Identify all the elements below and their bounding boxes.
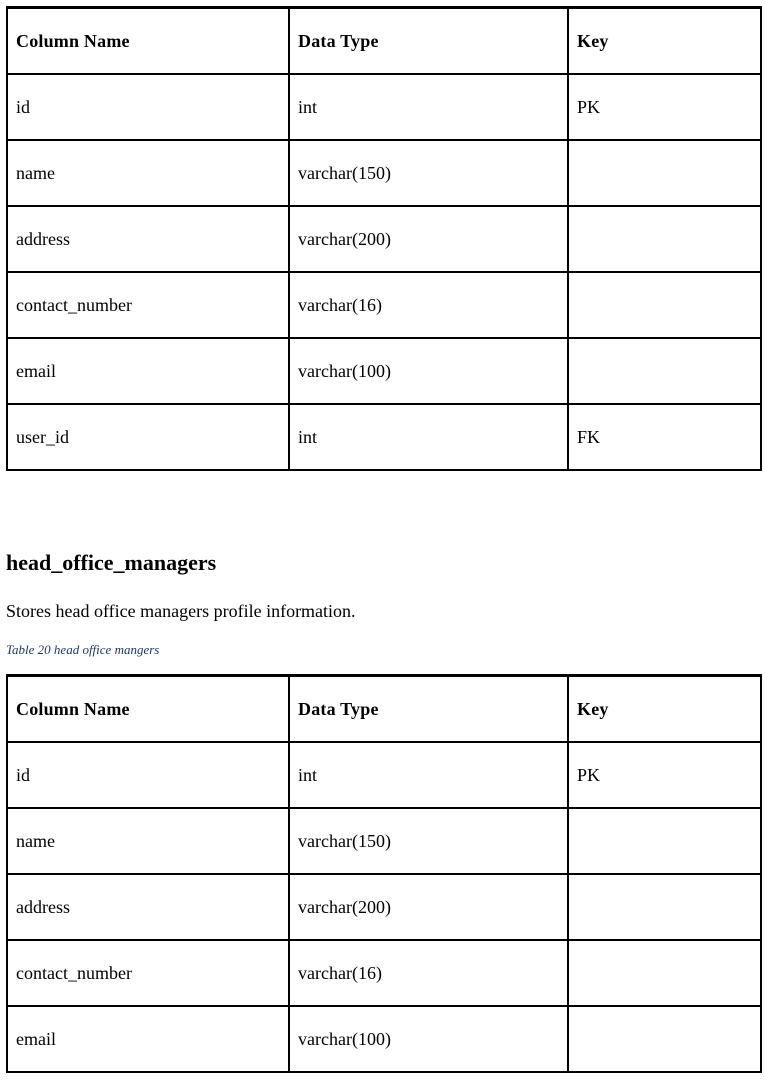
cell-key bbox=[568, 940, 761, 1006]
table-row bbox=[7, 140, 761, 206]
header-key: Key bbox=[568, 676, 761, 743]
cell-data-type: varchar(16) bbox=[289, 940, 568, 1006]
cell-data-type: int bbox=[289, 74, 568, 140]
cell-data-type: varchar(150) bbox=[289, 808, 568, 874]
cell-key: PK bbox=[568, 74, 761, 140]
header-data-type: Data Type bbox=[289, 676, 568, 743]
cell-data-type: int bbox=[289, 404, 568, 470]
cell-key bbox=[568, 206, 761, 272]
cell-key bbox=[568, 272, 761, 338]
cell-column-name: id bbox=[7, 742, 289, 808]
cell-column-name: user_id bbox=[7, 404, 289, 470]
cell-column-name: contact_number bbox=[7, 272, 289, 338]
header-data-type: Data Type bbox=[289, 8, 568, 75]
table-row bbox=[7, 74, 761, 140]
table-row bbox=[7, 1006, 761, 1072]
table-header-row bbox=[7, 8, 761, 75]
header-column-name: Column Name bbox=[7, 8, 289, 75]
table-row bbox=[7, 874, 761, 940]
table-row bbox=[7, 940, 761, 1006]
cell-data-type: varchar(100) bbox=[289, 1006, 568, 1072]
cell-key bbox=[568, 1006, 761, 1072]
cell-column-name: contact_number bbox=[7, 940, 289, 1006]
header-key: Key bbox=[568, 8, 761, 75]
cell-data-type: varchar(150) bbox=[289, 140, 568, 206]
cell-key bbox=[568, 140, 761, 206]
cell-key: PK bbox=[568, 742, 761, 808]
table-caption: Table 20 head office mangers bbox=[6, 642, 160, 657]
cell-data-type: int bbox=[289, 742, 568, 808]
cell-column-name: id bbox=[7, 74, 289, 140]
cell-key: FK bbox=[568, 404, 761, 470]
cell-column-name: name bbox=[7, 140, 289, 206]
schema-table-previous bbox=[6, 6, 762, 471]
cell-data-type: varchar(100) bbox=[289, 338, 568, 404]
schema-table-head-office-managers bbox=[6, 674, 762, 1073]
cell-column-name: name bbox=[7, 808, 289, 874]
cell-key bbox=[568, 338, 761, 404]
section-description: Stores head office managers profile information. bbox=[6, 601, 356, 621]
cell-key bbox=[568, 874, 761, 940]
cell-column-name: email bbox=[7, 1006, 289, 1072]
section-heading: head_office_managers bbox=[6, 550, 217, 575]
table-row bbox=[7, 206, 761, 272]
cell-data-type: varchar(200) bbox=[289, 206, 568, 272]
table-row bbox=[7, 742, 761, 808]
header-column-name: Column Name bbox=[7, 676, 289, 743]
cell-data-type: varchar(16) bbox=[289, 272, 568, 338]
table-header-row bbox=[7, 676, 761, 743]
table-row bbox=[7, 808, 761, 874]
table-row bbox=[7, 272, 761, 338]
cell-data-type: varchar(200) bbox=[289, 874, 568, 940]
table-row bbox=[7, 404, 761, 470]
cell-column-name: address bbox=[7, 874, 289, 940]
cell-key bbox=[568, 808, 761, 874]
cell-column-name: address bbox=[7, 206, 289, 272]
cell-column-name: email bbox=[7, 338, 289, 404]
table-row bbox=[7, 338, 761, 404]
